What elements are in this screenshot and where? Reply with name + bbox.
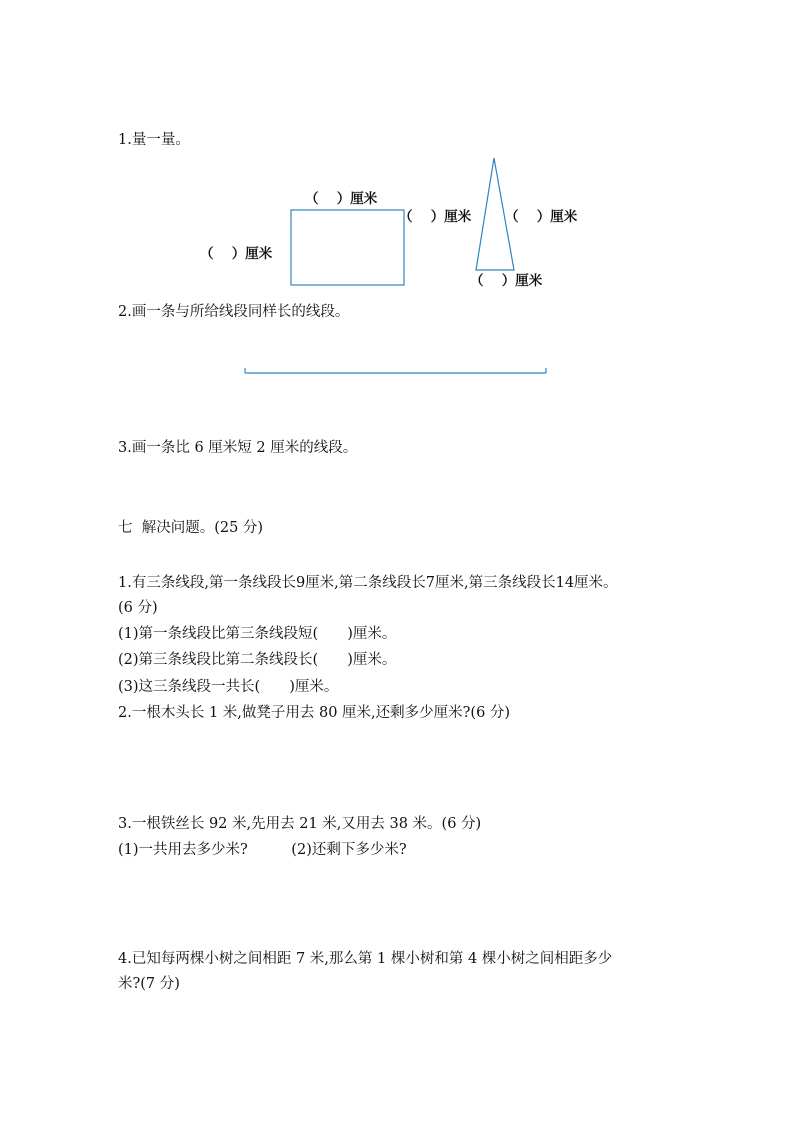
triangle-bottom-length-blank[interactable]: （ ）厘米: [470, 273, 543, 289]
problem-1-sub-2: (2)第三条线段比第二条线段长( )厘米。: [118, 652, 397, 668]
question-3-title: 3.画一条比 6 厘米短 2 厘米的线段。: [118, 440, 358, 456]
problem-1-score: (6 分): [118, 600, 158, 616]
problem-4-line-2: 米?(7 分): [118, 976, 180, 992]
question-2-title: 2.画一条与所给线段同样长的线段。: [118, 304, 350, 320]
problem-1-stem: 1.有三条线段,第一条线段长9厘米,第二条线段长7厘米,第三条线段长14厘米。: [118, 575, 618, 591]
question-1-title: 1.量一量。: [118, 132, 190, 148]
section-7-heading: 七 解决问题。(25 分): [118, 520, 264, 536]
rectangle-figure: [291, 210, 404, 285]
triangle-right-length-blank[interactable]: （ ）厘米: [505, 209, 578, 225]
rect-left-length-blank[interactable]: （ ）厘米: [200, 246, 273, 262]
problem-2: 2.一根木头长 1 米,做凳子用去 80 厘米,还剩多少厘米?(6 分): [118, 705, 511, 721]
measurement-figures: [0, 0, 794, 400]
problem-3-subs: (1)一共用去多少米? (2)还剩下多少米?: [118, 842, 407, 858]
problem-3-stem: 3.一根铁丝长 92 米,先用去 21 米,又用去 38 米。(6 分): [118, 816, 482, 832]
problem-1-sub-1: (1)第一条线段比第三条线段短( )厘米。: [118, 626, 397, 642]
triangle-left-length-blank[interactable]: （ ）厘米: [399, 209, 472, 225]
given-line-segment: [245, 368, 546, 373]
rect-top-length-blank[interactable]: （ ）厘米: [305, 191, 378, 207]
problem-4-line-1: 4.已知每两棵小树之间相距 7 米,那么第 1 棵小树和第 4 棵小树之间相距多少: [118, 951, 613, 967]
problem-1-sub-3: (3)这三条线段一共长( )厘米。: [118, 679, 339, 695]
